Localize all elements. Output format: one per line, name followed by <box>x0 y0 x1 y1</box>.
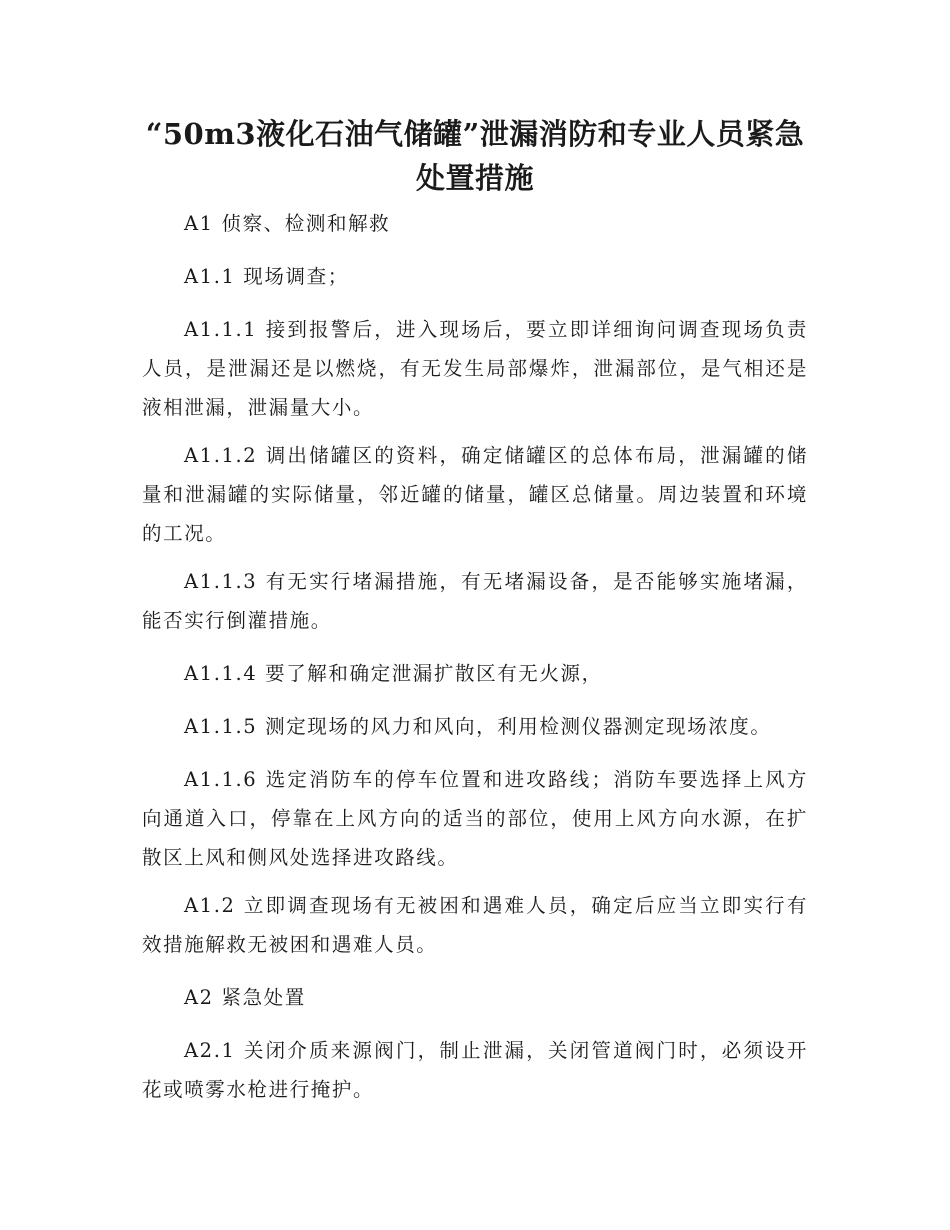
paragraph-a1-1-5: A1.1.5 测定现场的风力和风向，利用检测仪器测定现场浓度。 <box>184 715 772 738</box>
paragraph-a2-1: A2.1 关闭介质来源阀门，制止泄漏，关闭管道阀门时，必须设开花或喷雾水枪进行掩护。 <box>142 1039 808 1101</box>
section-heading-a1: A1 侦察、检测和解救 <box>184 212 391 235</box>
document-title: “50m3液化石油气储罐”泄漏消防和专业人员紧急处置措施 <box>145 117 805 195</box>
paragraph-a1-2: A1.2 立即调查现场有无被困和遇难人员，确定后应当立即实行有效措施解救无被困和遇难人员。 <box>142 894 808 956</box>
paragraph-a1-1-6: A1.1.6 选定消防车的停车位置和进攻路线；消防车要选择上风方向通道入口，停靠在上风方向的适当的部位，使用上风方向水源，在扩散区上风和侧风处选择进攻路线。 <box>142 768 808 869</box>
paragraph-a1-1-2: A1.1.2 调出储罐区的资料，确定储罐区的总体布局，泄漏罐的储量和泄漏罐的实际储量，邻近罐的储量，罐区总储量。周边装置和环境的工况。 <box>142 444 808 545</box>
paragraph-a1-1-1: A1.1.1 接到报警后，进入现场后，要立即详细询问调查现场负责人员，是泄漏还是以燃烧，有无发生局部爆炸，泄漏部位，是气相还是液相泄漏，泄漏量大小。 <box>142 318 808 419</box>
paragraph-a1-1-3: A1.1.3 有无实行堵漏措施，有无堵漏设备，是否能够实施堵漏，能否实行倒灌措施。 <box>142 570 808 632</box>
paragraph-a1-1-4: A1.1.4 要了解和确定泄漏扩散区有无火源， <box>184 662 603 685</box>
section-heading-a1-1: A1.1 现场调查； <box>184 265 349 288</box>
section-heading-a2: A2 紧急处置 <box>184 986 306 1009</box>
